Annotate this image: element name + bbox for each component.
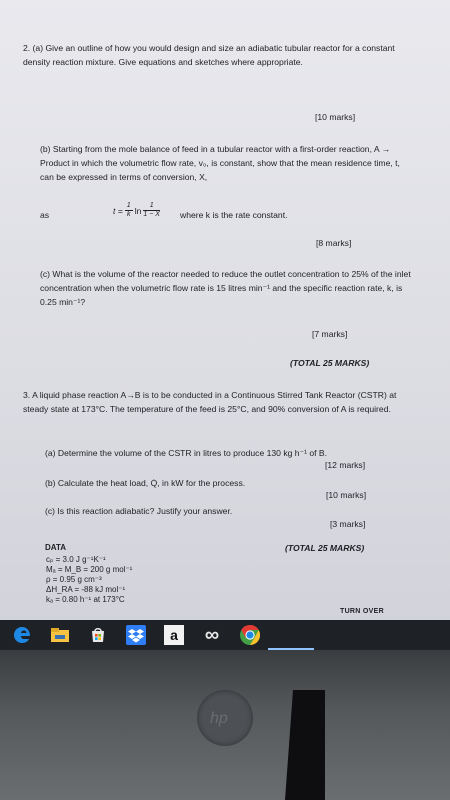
file-explorer-icon: [50, 626, 70, 644]
q2b-equation: [113, 202, 160, 219]
taskbar-chrome[interactable]: [234, 620, 266, 650]
store-icon: [88, 625, 108, 645]
q2b-text: (b) Starting from the mole balance of feed in a tubular reactor with a first-order reaction, A → Product in which the volumetric flow rate, v₀, is constant, show that the mean residence time, t, can be expressed in terms of conversion, X,: [40, 144, 400, 182]
q3b-text: (b) Calculate the heat load, Q̇, in kW for the process.: [45, 478, 246, 488]
q3b-marks: [10 marks]: [326, 490, 367, 500]
taskbar-store[interactable]: [82, 620, 114, 650]
q2c-marks: [7 marks]: [312, 329, 348, 339]
q2a-marks: [10 marks]: [315, 112, 356, 122]
taskbar-file-explorer[interactable]: [44, 620, 76, 650]
q2a-text: 2. (a) Give an outline of how you would design and size an adiabatic tubular reactor for a constant density reaction mixture. Give equations and sketches where appropriate.: [23, 43, 395, 67]
eq-frac1-den: k: [127, 211, 131, 218]
eq-frac1-num: 1: [126, 202, 131, 209]
eq-lhs: t =: [113, 205, 123, 216]
eq-frac2-num: 1: [143, 202, 160, 211]
q3c-marks: [3 marks]: [330, 519, 366, 529]
edge-icon: [12, 625, 32, 645]
q3a-text: (a) Determine the volume of the CSTR in litres to produce 130 kg h⁻¹ of B.: [45, 448, 328, 458]
data-row-enthalpy: ΔH_RA = -88 kJ mol⁻¹: [46, 585, 126, 594]
hp-logo-text: hp: [210, 710, 228, 727]
q2b-marks: [8 marks]: [316, 238, 352, 248]
infinity-icon: [205, 625, 219, 645]
q3-intro: 3. A liquid phase reaction A→B is to be conducted in a Continuous Stirred Tank Reactor (CSTR) at steady state at 173°C. The temperature of the feed is 25°C, and 90% conversion of A is required.: [23, 390, 397, 414]
eq-frac2-den: 1 − X: [143, 211, 160, 218]
q2-total: (TOTAL 25 MARKS): [290, 358, 370, 368]
taskbar-infinity[interactable]: [196, 620, 228, 650]
amazon-icon: [164, 625, 184, 645]
taskbar-amazon[interactable]: [158, 620, 190, 650]
eq-frac-1-over-1-x: [143, 202, 160, 219]
chrome-icon: [239, 624, 261, 646]
eq-ln: ln: [134, 205, 142, 216]
q3c-text: (c) Is this reaction adiabatic? Justify your answer.: [45, 506, 233, 516]
eq-frac-1-over-k: [125, 202, 133, 219]
q2b-as: as: [40, 210, 50, 220]
taskbar-dropbox[interactable]: [120, 620, 152, 650]
q3a-marks: [12 marks]: [325, 460, 366, 470]
infinity-icon-label: ∞: [204, 624, 220, 646]
turn-over-label: TURN OVER: [340, 608, 384, 615]
amazon-icon-label: a: [170, 627, 178, 643]
q2c-text: (c) What is the volume of the reactor needed to reduce the outlet concentration to 25% of the inlet concentration when the volumetric flow rate is 15 litres min⁻¹ and the specific reaction rate, k, is 0.25 min⁻¹?: [40, 269, 411, 307]
data-row-rate-constant: kₐ = 0.80 h⁻¹ at 173°C: [46, 595, 125, 604]
data-row-molar-mass: Mₐ = M_B = 200 g mol⁻¹: [46, 565, 133, 574]
q3-total: (TOTAL 25 MARKS): [285, 543, 365, 553]
data-row-cp: cₚ = 3.0 J g⁻¹K⁻¹: [46, 555, 106, 564]
q2b-where: where k is the rate constant.: [180, 210, 288, 220]
taskbar-edge[interactable]: [6, 620, 38, 650]
dropbox-icon: [125, 624, 147, 646]
data-heading: DATA: [45, 543, 67, 552]
data-row-density: ρ = 0.95 g cm⁻³: [46, 575, 102, 584]
taskbar: [0, 620, 450, 650]
